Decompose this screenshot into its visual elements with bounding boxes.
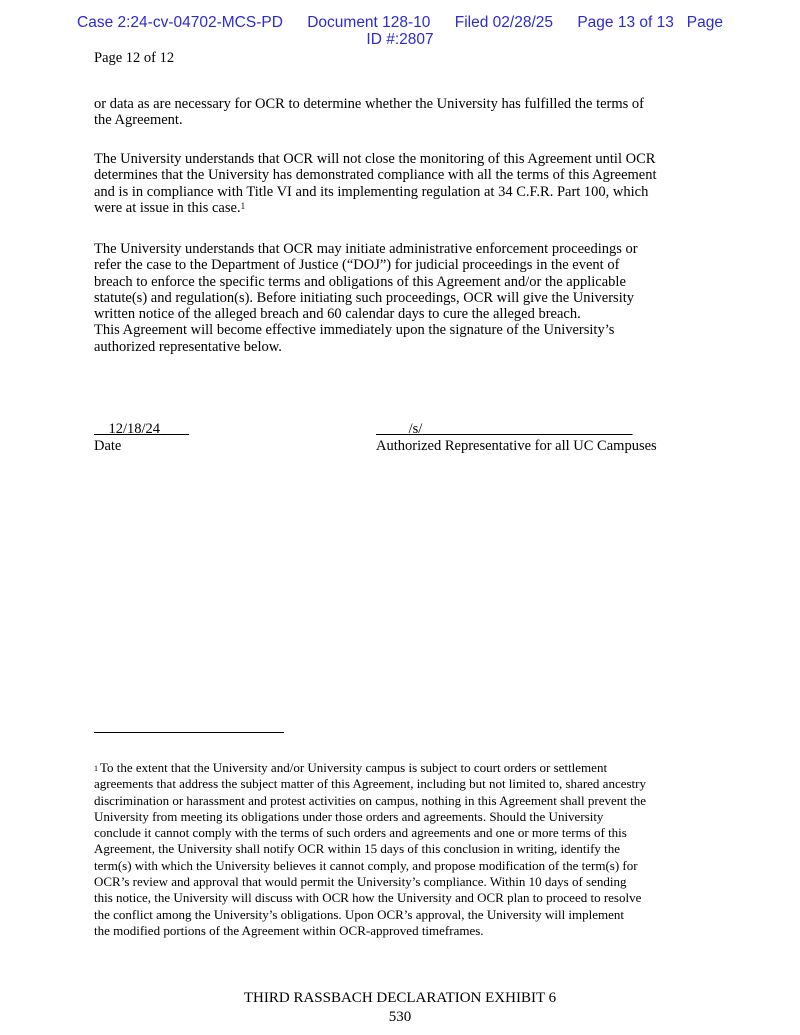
footnote-line: Agreement, the University shall notify OCR within 15 days of this conclusion in writing, identify the: [94, 841, 621, 857]
document-number: Document 128-10: [307, 14, 431, 31]
filing-page: [577, 14, 723, 31]
paragraph-line: breach to enforce the specific terms and obligations of this Agreement and/or the applicable: [94, 273, 626, 290]
paragraph-line: or data as are necessary for OCR to determine whether the University has fulfilled the terms of: [94, 96, 645, 112]
footnote-reference: 1: [240, 200, 246, 211]
footnote-line: this notice, the University will discuss with OCR how the University and OCR plan to proceed to resolve: [94, 890, 642, 906]
paragraph-line-last: [94, 200, 714, 216]
case-number: Case 2:24-cv-04702-MCS-PD: [77, 14, 283, 31]
footnote-line: discrimination or harassment and protest activities on campus, nothing in this Agreement shall prevent the: [94, 792, 647, 808]
date-line: [94, 421, 189, 437]
footnote-mark: 1: [94, 764, 98, 773]
signature-value: /s/: [408, 421, 423, 437]
bates-number: 530: [388, 1009, 412, 1025]
paragraph-line: refer the case to the Department of Justice (“DOJ”) for judicial proceedings in the event of: [94, 257, 620, 274]
footnote-line: the conflict among the University’s obligations. Upon OCR’s approval, the University will implement: [94, 906, 625, 922]
footnote-divider: [94, 732, 284, 733]
footnote-line: the modified portions of the Agreement within OCR-approved timeframes.: [94, 922, 484, 938]
paragraph-line: statute(s) and regulation(s). Before initiating such proceedings, OCR will give the University: [94, 289, 635, 306]
paragraph-line-text: were at issue in this case.: [94, 199, 241, 216]
page-id: ID #:2807: [366, 31, 434, 48]
paragraph-2: [94, 151, 714, 216]
footnote-line-text: To the extent that the University and/or University campus is subject to court orders or settlement: [100, 760, 608, 775]
paragraph-3: [94, 241, 714, 355]
footnote-line: OCR’s review and approval that would permit the University’s compliance. Within 10 days of sending: [94, 874, 627, 890]
signature-label: Authorized Representative for all UC Campuses: [376, 438, 657, 454]
paragraph-line: The University understands that OCR will not close the monitoring of this Agreement until OCR: [94, 151, 656, 167]
footnote-line: term(s) with which the University believes it cannot comply, and propose modification of the term(s) for: [94, 857, 638, 873]
signature-line: [376, 421, 633, 437]
paragraph-line: written notice of the alleged breach and 60 calendar days to cure the alleged breach.: [94, 306, 581, 323]
footnote-line: conclude it cannot comply with the terms of such orders and agreements and one or more terms of this: [94, 825, 627, 841]
filing-page-count: Page 13 of 13: [577, 14, 674, 31]
paragraph-1: [94, 96, 714, 129]
paragraph-line: The University understands that OCR may initiate administrative enforcement proceedings or: [94, 241, 638, 257]
footnote-line: agreements that address the subject matter of this Agreement, including but not limited to, shared ancestry: [94, 776, 646, 792]
page-id-prefix: Page: [686, 14, 723, 31]
date-block: [94, 421, 189, 437]
footnote: [94, 760, 714, 939]
footnote-line-first: [94, 760, 714, 776]
paragraph-line: authorized representative below.: [94, 338, 282, 355]
date-value: 12/18/24: [108, 421, 161, 437]
exhibit-label: THIRD RASSBACH DECLARATION EXHIBIT 6: [243, 990, 557, 1006]
paragraph-line: and is in compliance with Title VI and its implementing regulation at 34 C.F.R. Part 100, which: [94, 183, 649, 200]
paragraph-line: This Agreement will become effective immediately upon the signature of the University’s: [94, 322, 615, 339]
paragraph-line: determines that the University has demonstrated compliance with all the terms of this Agreement: [94, 167, 657, 184]
page-number: Page 12 of 12: [94, 50, 175, 66]
filing-header: [0, 14, 800, 48]
date-label: Date: [94, 438, 122, 454]
signature-block: [376, 421, 633, 437]
footnote-line: University from meeting its obligations under those orders and agreements. Should the University: [94, 808, 604, 824]
paragraph-line: the Agreement.: [94, 112, 183, 129]
filing-header-line-1: [0, 14, 800, 31]
filed-date: Filed 02/28/25: [454, 14, 553, 31]
